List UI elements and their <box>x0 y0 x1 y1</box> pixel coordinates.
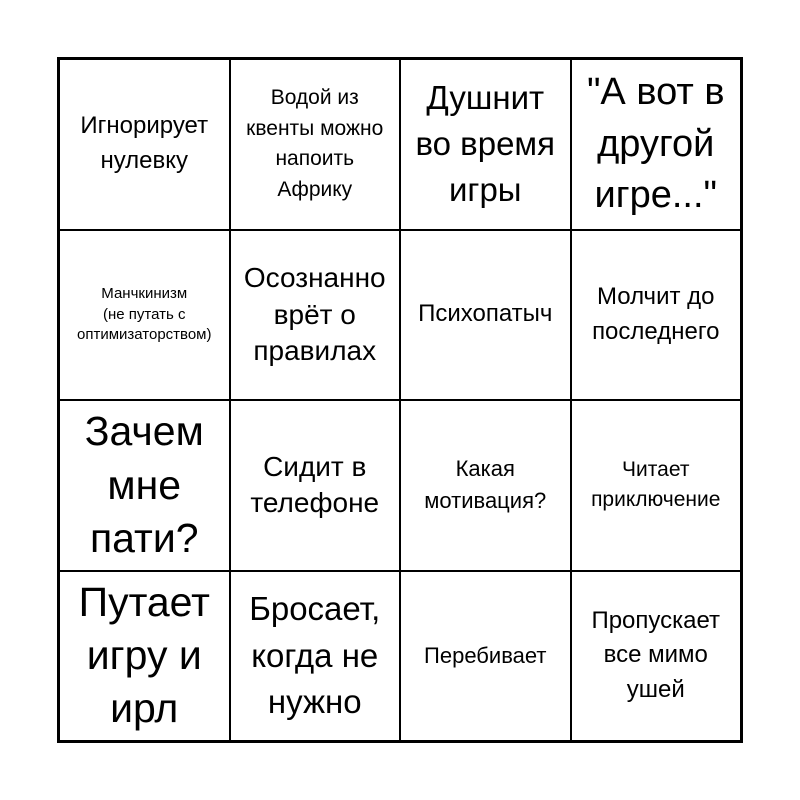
bingo-cell[interactable] <box>571 230 742 401</box>
bingo-cell[interactable] <box>400 230 571 401</box>
bingo-cell-text: Молчит до последнего <box>592 282 720 345</box>
bingo-cell[interactable] <box>400 571 571 742</box>
bingo-cell-text: Душнит во время игры <box>415 78 555 209</box>
bingo-cell[interactable] <box>230 59 401 230</box>
bingo-cell[interactable] <box>59 400 230 571</box>
bingo-board <box>57 57 743 743</box>
bingo-cell[interactable] <box>571 400 742 571</box>
bingo-cell-text: Психопатыч <box>418 300 553 328</box>
bingo-cell-text: Сидит в телефоне <box>250 450 380 519</box>
bingo-cell[interactable] <box>59 230 230 401</box>
bingo-cell-text: Какая мотивация? <box>424 456 547 514</box>
bingo-cell[interactable] <box>571 59 742 230</box>
bingo-cell-text: Зачем мне пати? <box>84 408 204 561</box>
bingo-cell-text: "А вот в другой игре..." <box>586 71 725 216</box>
bingo-cell-text: Игнорирует нулевку <box>80 112 209 175</box>
bingo-cell[interactable] <box>230 230 401 401</box>
bingo-cell-text: Манчкинизм (не путать с оптимизаторством) <box>76 285 212 343</box>
bingo-cell-text: Перебивает <box>424 642 547 668</box>
bingo-cell[interactable] <box>400 400 571 571</box>
bingo-cell[interactable] <box>230 571 401 742</box>
bingo-cell[interactable] <box>59 571 230 742</box>
bingo-cell-text: Бросает, когда не нужно <box>249 590 381 720</box>
bingo-cell-text: Пропускает все мимо ушей <box>591 606 721 704</box>
bingo-cell[interactable] <box>400 59 571 230</box>
bingo-cell-text: Водой из квенты можно напоить Африку <box>246 86 384 201</box>
bingo-cell-text: Читает приключение <box>591 457 721 512</box>
bingo-cell[interactable] <box>230 400 401 571</box>
bingo-cell-text: Осознанно врёт о правилах <box>243 262 386 366</box>
bingo-cell[interactable] <box>59 59 230 230</box>
bingo-cell[interactable] <box>571 571 742 742</box>
bingo-cell-text: Путает игру и ирл <box>78 578 210 732</box>
